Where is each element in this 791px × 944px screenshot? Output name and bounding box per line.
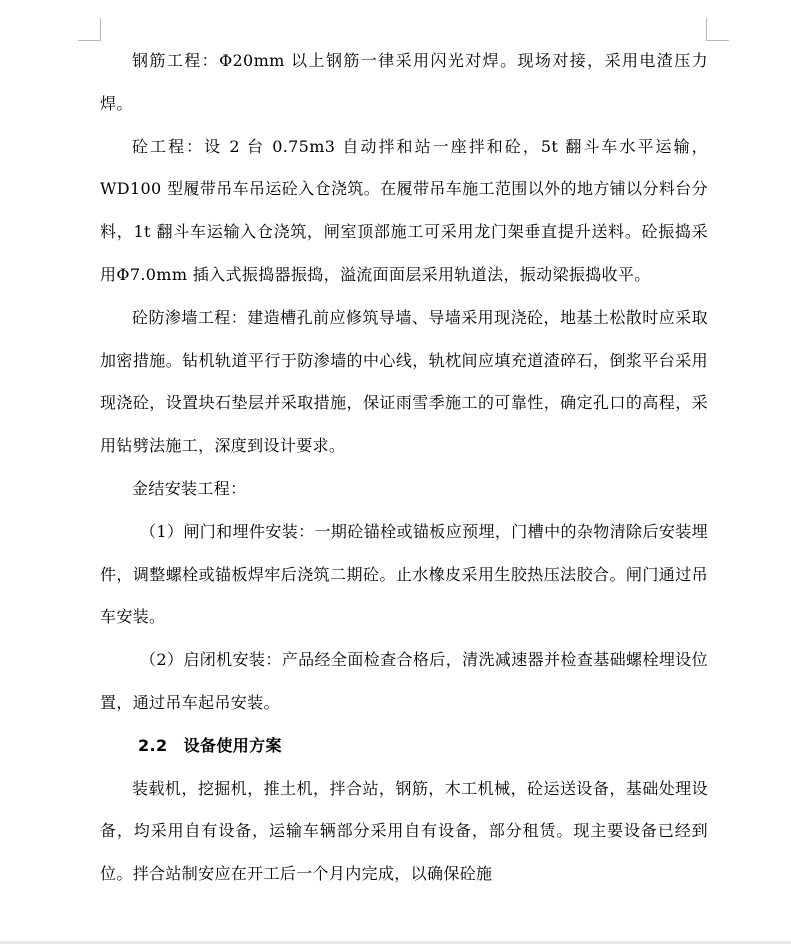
- paragraph-equipment-plan: 装载机，挖掘机，推土机，拌合站，钢筋，木工机械，砼运送设备，基础处理设备，均采用自有设备，运输车辆部分采用自有设备，部分租赁。现主要设备已经到位。拌合站制安应在开工后一个月内完成，以确保砼施: [100, 778, 708, 884]
- crop-mark-top-left: [78, 18, 101, 41]
- crop-mark-top-right: [706, 18, 729, 41]
- paragraph-metal-installation-heading: 金结安装工程：: [132, 478, 247, 498]
- section-title: 设备使用方案: [183, 735, 282, 755]
- paragraph-concrete-work: 砼工程：设 2 台 0.75m3 自动拌和站一座拌和砼，5t 翻斗车水平运输，WD100 型履带吊车吊运砼入仓浇筑。在履带吊车施工范围以外的地方铺以分料台分料，1t 翻斗车运输入仓浇筑，闸室顶部施工可采用龙门架垂直提升送料。砼振捣采用Φ7.0mm 插入式振捣器振捣，溢流面面层采用轨道法，振动梁振捣收平。: [100, 136, 708, 284]
- section-heading: [100, 725, 708, 768]
- paragraph-cutoff-wall-work: 砼防渗墙工程：建造槽孔前应修筑导墙、导墙采用现浇砼，地基土松散时应采取加密措施。钻机轨道平行于防渗墙的中心线，轨枕间应填充道渣碎石，倒浆平台采用现浇砼，设置块石垫层并采取措施，保证雨雪季施工的可靠性，确定孔口的高程，采用钻劈法施工，深度到设计要求。: [100, 307, 708, 456]
- document-body: [100, 40, 708, 896]
- paragraph-gate-installation: （1）闸门和埋件安装：一期砼锚栓或锚板应预埋，门槽中的杂物清除后安装埋件，调整螺栓或锚板焊牢后浇筑二期砼。止水橡皮采用生胶热压法胶合。闸门通过吊车安装。: [100, 521, 708, 627]
- paragraph-hoist-installation: （2）启闭机安装：产品经全面检查合格后，清洗减速器并检查基础螺栓埋设位置，通过吊车起吊安装。: [100, 650, 708, 712]
- paragraph-rebar-work: 钢筋工程：Φ20mm 以上钢筋一律采用闪光对焊。现场对接，采用电渣压力焊。: [100, 51, 708, 113]
- section-number: 2.2: [138, 735, 168, 755]
